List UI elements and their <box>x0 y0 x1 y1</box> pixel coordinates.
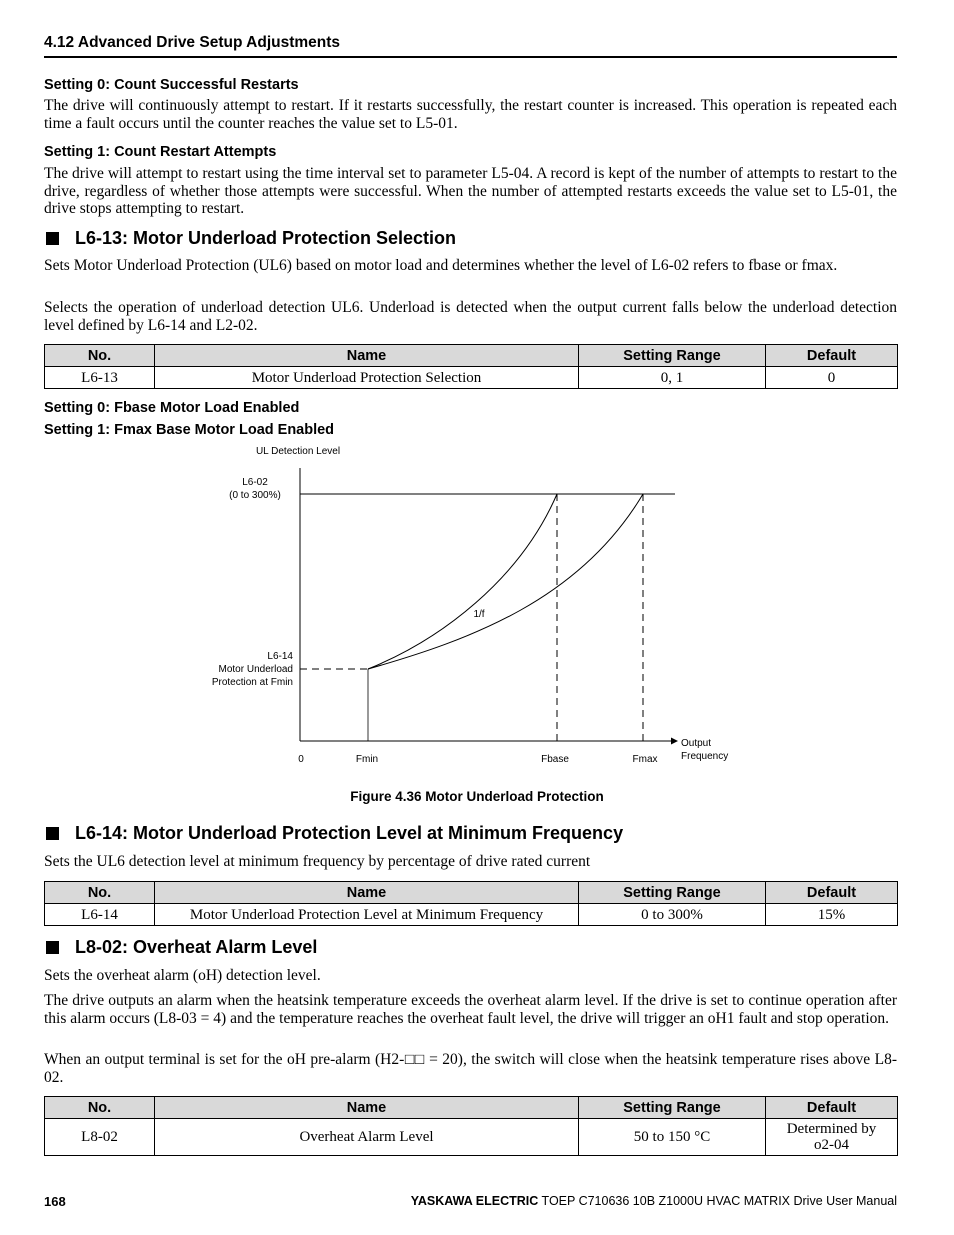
fig-xlabel-2: Frequency <box>681 751 729 762</box>
table-header-row <box>45 882 898 904</box>
section-bullet-icon <box>46 232 59 245</box>
table-header-row <box>45 1097 898 1119</box>
fig-l6-02-range: (0 to 300%) <box>229 490 281 501</box>
fig-l6-14-desc: Motor Underload <box>218 664 293 675</box>
l8-02-table <box>44 1096 898 1156</box>
l6-13-para-2: Selects the operation of underload detection UL6. Underload is detected when the output current falls below the underload detection level defined by L6-14 and L2-02. <box>44 299 897 334</box>
l8-02-para-3: When an output terminal is set for the oH pre-alarm (H2-□□ = 20), the switch will close when the heatsink temperature rises above L8-02. <box>44 1051 897 1086</box>
underload-figure <box>0 440 954 780</box>
fig-x-origin: 0 <box>298 754 304 765</box>
cell-range: 0 to 300% <box>579 904 766 926</box>
cell-default-line-2: o2-04 <box>814 1137 849 1153</box>
col-range: Setting Range <box>579 345 766 367</box>
fig-curve-fbase <box>368 494 557 669</box>
table-row <box>45 367 898 389</box>
col-name: Name <box>155 345 579 367</box>
section-l6-13-title: L6-13: Motor Underload Protection Selection <box>75 228 457 248</box>
section-bullet-icon <box>46 941 59 954</box>
l6-13-para-1: Sets Motor Underload Protection (UL6) based on motor load and determines whether the level of L6-02 refers to fbase or fmax. <box>44 257 838 274</box>
fig-x-fbase: Fbase <box>541 754 569 765</box>
fig-x-fmin: Fmin <box>355 754 379 765</box>
fig-curve-fmax <box>368 494 643 669</box>
section-l6-14 <box>44 823 623 844</box>
fig-l6-14-label: L6-14 <box>267 651 293 662</box>
cell-default: 0 <box>766 367 898 389</box>
col-range: Setting Range <box>579 1097 766 1119</box>
setting-1-title: Setting 1: Count Restart Attempts <box>44 144 277 160</box>
figure-caption: Figure 4.36 Motor Underload Protection <box>350 789 604 804</box>
setting-0-text: The drive will continuously attempt to restart. If it restarts successfully, the restart counter is increased. This operation is repeated each time a fault occurs until the counter reaches the value set to L5-01. <box>44 97 897 132</box>
cell-no: L6-14 <box>45 904 155 926</box>
fig-x-fmax: Fmax <box>632 754 658 765</box>
page-number: 168 <box>44 1194 66 1209</box>
cell-range: 50 to 150 °C <box>579 1119 766 1156</box>
col-default: Default <box>766 1097 898 1119</box>
cell-default: 15% <box>766 904 898 926</box>
col-no: No. <box>45 345 155 367</box>
cell-default-line-1: Determined by <box>786 1121 877 1137</box>
fig-x-axis-arrow-icon <box>671 738 678 745</box>
fig-curve-label: 1/f <box>473 609 485 620</box>
setting-1-text: The drive will attempt to restart using the time interval set to parameter L5-04. A record is kept of the number of attempts to restart to the drive, regardless of whether those attempts were successful. When the number of attempted restarts exceeds the value set to L5-01, the drive stops attempting to restart. <box>44 165 897 217</box>
footer-doc-title: TOEP C710636 10B Z1000U HVAC MATRIX Drive User Manual <box>538 1194 897 1208</box>
header-rule <box>44 56 897 58</box>
l8-02-para-1: Sets the overheat alarm (oH) detection level. <box>44 967 321 984</box>
l6-13-setting-1: Setting 1: Fmax Base Motor Load Enabled <box>44 422 335 438</box>
section-l8-02-title: L8-02: Overheat Alarm Level <box>75 937 318 957</box>
l6-14-table <box>44 881 898 926</box>
section-l8-02 <box>44 937 317 958</box>
col-no: No. <box>45 882 155 904</box>
table-row <box>45 1119 898 1156</box>
cell-range: 0, 1 <box>579 367 766 389</box>
section-bullet-icon <box>46 827 59 840</box>
cell-no: L8-02 <box>45 1119 155 1156</box>
cell-name: Overheat Alarm Level <box>155 1119 579 1156</box>
fig-l6-02-label: L6-02 <box>242 477 268 488</box>
l6-13-table <box>44 344 898 389</box>
col-name: Name <box>155 1097 579 1119</box>
fig-ylabel: UL Detection Level <box>255 446 341 457</box>
cell-no: L6-13 <box>45 367 155 389</box>
fig-xlabel-1: Output <box>681 738 712 749</box>
l8-02-para-2: The drive outputs an alarm when the heatsink temperature exceeds the overheat alarm level. If the drive is set to continue operation after this alarm occurs (L8-03 = 4) and the temperature reaches the overheat fault level, the drive will trigger an oH1 fault and stop operation. <box>44 992 897 1027</box>
l6-14-para-1: Sets the UL6 detection level at minimum frequency by percentage of drive rated current <box>44 853 591 870</box>
l6-13-setting-0: Setting 0: Fbase Motor Load Enabled <box>44 400 300 416</box>
footer-brand: YASKAWA ELECTRIC <box>410 1194 539 1208</box>
cell-name: Motor Underload Protection Selection <box>155 367 579 389</box>
cell-default <box>766 1119 898 1156</box>
col-no: No. <box>45 1097 155 1119</box>
running-head: 4.12 Advanced Drive Setup Adjustments <box>44 34 341 51</box>
section-l6-14-title: L6-14: Motor Underload Protection Level at Minimum Frequency <box>75 823 624 843</box>
section-l6-13 <box>44 228 456 249</box>
col-range: Setting Range <box>579 882 766 904</box>
col-default: Default <box>766 345 898 367</box>
table-row <box>45 904 898 926</box>
col-default: Default <box>766 882 898 904</box>
footer-doc <box>411 1194 897 1208</box>
setting-0-title: Setting 0: Count Successful Restarts <box>44 77 299 93</box>
cell-name: Motor Underload Protection Level at Minimum Frequency <box>155 904 579 926</box>
table-header-row <box>45 345 898 367</box>
fig-l6-14-desc2: Protection at Fmin <box>211 677 293 688</box>
col-name: Name <box>155 882 579 904</box>
